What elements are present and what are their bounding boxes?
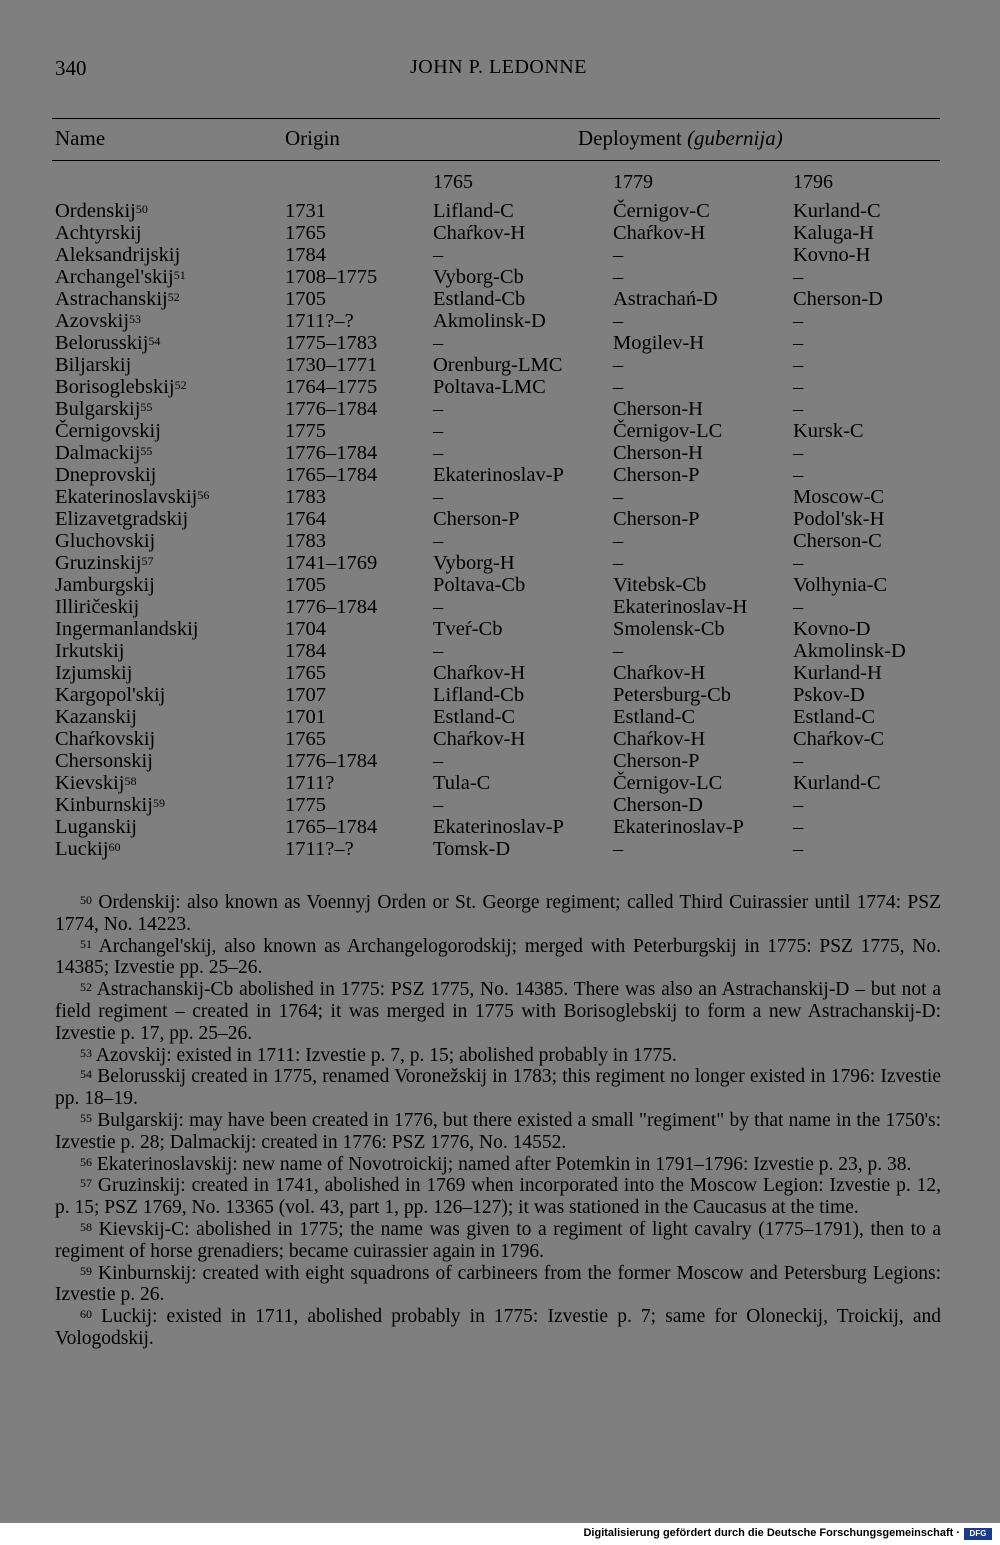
regiment-name (55, 728, 155, 750)
footnote-number: 59 (80, 1263, 92, 1278)
deployment-1796: Kurland-C (793, 772, 881, 794)
regiment-name-text: Dalmackij (55, 442, 141, 464)
regiment-name-text: Kazanskij (55, 706, 137, 728)
deployment-1779: – (613, 354, 624, 376)
table-row (0, 552, 1000, 574)
deployment-1765: Tveŕ-Cb (433, 618, 503, 640)
regiment-name-text: Luganskij (55, 816, 137, 838)
table-row (0, 794, 1000, 816)
footnote-number: 56 (80, 1154, 92, 1169)
deployment-1796: Cherson-D (793, 288, 883, 310)
regiment-name-text: Biljarskij (55, 354, 132, 376)
deployment-1765: Lifland-Cb (433, 684, 525, 706)
footnote-marker: 52 (174, 378, 187, 392)
deployment-1779: Mogilev-H (613, 332, 705, 354)
origin-year: 1765 (285, 222, 326, 244)
regiment-name (55, 398, 152, 420)
deployment-label-italic: (gubernija) (687, 126, 783, 150)
deployment-1796: – (793, 354, 804, 376)
regiment-name (55, 552, 154, 574)
table-row (0, 750, 1000, 772)
regiment-name (55, 376, 187, 398)
regiment-name (55, 706, 137, 728)
footnote-number: 54 (80, 1067, 92, 1082)
page-header (55, 50, 940, 90)
deployment-1796: – (793, 596, 804, 618)
regiment-name-text: Achtyrskij (55, 222, 142, 244)
footnote (55, 1263, 941, 1307)
deployment-1796: Podol'sk-H (793, 508, 885, 530)
deployment-1779: Chaŕkov-H (613, 662, 706, 684)
footnote-text: Kievskij-C: abolished in 1775; the name was given to a regiment of light cavalry (1775–1791), then to a regiment of horse grenadiers; became cuirassier again in 1796. (55, 1218, 942, 1262)
origin-year: 1783 (285, 486, 326, 508)
deployment-1796: – (793, 464, 804, 486)
deployment-1779: Cherson-D (613, 794, 703, 816)
regiment-name-text: Dneprovskij (55, 464, 157, 486)
deployment-1765: – (433, 398, 444, 420)
footnote-number: 51 (80, 936, 92, 951)
deployment-1765: Chaŕkov-H (433, 222, 526, 244)
footnote-marker: 58 (124, 774, 137, 788)
regiment-name-text: Bulgarskij (55, 398, 141, 420)
table-row (0, 464, 1000, 486)
deployment-label: Deployment (578, 126, 682, 150)
origin-year: 1704 (285, 618, 326, 640)
footnote-number: 60 (80, 1307, 92, 1322)
deployment-1796: Chaŕkov-C (793, 728, 885, 750)
origin-year: 1741–1769 (285, 552, 378, 574)
table-row (0, 662, 1000, 684)
regiment-name (55, 662, 132, 684)
deployment-1765: – (433, 794, 444, 816)
deployment-1779: Cherson-H (613, 398, 703, 420)
deployment-1796: – (793, 750, 804, 772)
origin-year: 1764–1775 (285, 376, 378, 398)
footnote-number: 58 (80, 1219, 92, 1234)
deployment-1796: Estland-C (793, 706, 875, 728)
deployment-1796: – (793, 794, 804, 816)
deployment-1796: – (793, 266, 804, 288)
regiment-name-text: Kargopol'skij (55, 684, 166, 706)
regiment-name-text: Azovskij (55, 310, 130, 332)
regiment-name (55, 772, 136, 794)
deployment-1765: – (433, 244, 444, 266)
table-row (0, 838, 1000, 860)
deployment-1765: Estland-C (433, 706, 515, 728)
deployment-1779: Černigov-LC (613, 420, 723, 442)
footnote-marker: 60 (108, 840, 121, 854)
year-header-1765: 1765 (433, 171, 473, 193)
footnote-text: Kinburnskij: created with eight squadrons of carbineers from the former Moscow and Petersburg Legions: Izvestie p. 26. (55, 1262, 941, 1306)
deployment-1796: Kaluga-H (793, 222, 874, 244)
footnote-text: Azovskij: existed in 1711: Izvestie p. 7, p. 15; abolished probably in 1775. (95, 1044, 677, 1066)
deployment-1765: – (433, 750, 444, 772)
table-row (0, 772, 1000, 794)
footnote-text: Ekaterinoslavskij: new name of Novotroickij; named after Potemkin in 1791–1796: Izvestie p. 23, p. 38. (96, 1153, 912, 1175)
regiment-name (55, 354, 131, 376)
regiment-name-text: Ingermanlandskij (55, 618, 199, 640)
deployment-1796: – (793, 552, 804, 574)
footnote-marker: 50 (135, 202, 148, 216)
footnote-number: 55 (80, 1110, 92, 1125)
deployment-1779: Cherson-P (613, 508, 700, 530)
deployment-1765: Poltava-Cb (433, 574, 526, 596)
origin-year: 1701 (285, 706, 326, 728)
footnote (55, 892, 941, 936)
regiment-name-text: Luckij (55, 838, 109, 860)
footnote (55, 1219, 941, 1263)
deployment-1765: Estland-Cb (433, 288, 526, 310)
deployment-1779: Ekaterinoslav-H (613, 596, 748, 618)
origin-year: 1711?–? (285, 838, 354, 860)
deployment-1796: Kovno-H (793, 244, 871, 266)
regiment-name-text: Chersonskij (55, 750, 153, 772)
regiment-name (55, 486, 209, 508)
footnote-marker: 52 (167, 290, 180, 304)
origin-year: 1765 (285, 728, 326, 750)
origin-year: 1707 (285, 684, 326, 706)
deployment-1779: Černigov-LC (613, 772, 723, 794)
origin-year: 1776–1784 (285, 442, 378, 464)
table-row (0, 486, 1000, 508)
deployment-1796: – (793, 816, 804, 838)
footnote-number: 50 (80, 893, 92, 907)
deployment-1765: Chaŕkov-H (433, 662, 526, 684)
deployment-1765: Ekaterinoslav-P (433, 464, 564, 486)
regiment-name-text: Borisoglebskij (55, 376, 175, 398)
deployment-1779: – (613, 838, 624, 860)
deployment-1779: Astrachań-D (613, 288, 718, 310)
table-row (0, 332, 1000, 354)
column-header-name: Name (55, 126, 106, 150)
regiment-name-text: Illiričeskij (55, 596, 140, 618)
regiment-name (55, 420, 161, 442)
footnote-text: Archangel'skij, also known as Archangelogorodskij; merged with Peterburgskij in 1775: PSZ 1775, No. 14385; Izvestie pp. 25–26. (55, 935, 941, 979)
deployment-1796: Akmolinsk-D (793, 640, 906, 662)
footnote-text: Gruzinskij: created in 1741, abolished in 1769 when incorporated into the Moscow Legion: Izvestie p. 12, p. 15; PSZ 1769, No. 13365 (vol. 43, part 1, pp. 126–127); it was stationed in the Caucasus at the time. (55, 1175, 941, 1219)
regiment-name-text: Izjumskij (55, 662, 133, 684)
table-row (0, 310, 1000, 332)
regiment-name (55, 816, 137, 838)
year-header-1779: 1779 (613, 171, 653, 193)
origin-year: 1784 (285, 244, 326, 266)
deployment-1779: Chaŕkov-H (613, 222, 706, 244)
deployment-1779: Černigov-C (613, 200, 710, 222)
regiment-name-text: Kinburnskij (55, 794, 153, 816)
regiment-name (55, 596, 139, 618)
table-row (0, 222, 1000, 244)
footnote-number: 57 (80, 1176, 92, 1191)
footnote-number: 53 (80, 1045, 92, 1060)
table-row (0, 244, 1000, 266)
deployment-1779: – (613, 310, 624, 332)
deployment-1779: – (613, 244, 624, 266)
regiment-name-text: Ekaterinoslavskij (55, 486, 198, 508)
deployment-1779: Smolensk-Cb (613, 618, 725, 640)
deployment-1779: – (613, 552, 624, 574)
regiment-name (55, 464, 156, 486)
deployment-1796: – (793, 398, 804, 420)
regiment-name-text: Kievskij (55, 772, 125, 794)
regiment-name-text: Elizavetgradskij (55, 508, 189, 530)
table-row (0, 508, 1000, 530)
footnote-marker: 55 (140, 400, 153, 414)
table-row (0, 354, 1000, 376)
deployment-1796: Kursk-C (793, 420, 864, 442)
origin-year: 1731 (285, 200, 326, 222)
deployment-1765: – (433, 596, 444, 618)
regiment-name-text: Gruzinskij (55, 552, 142, 574)
table-row (0, 376, 1000, 398)
deployment-1796: Moscow-C (793, 486, 885, 508)
origin-year: 1711? (285, 772, 335, 794)
table-row (0, 288, 1000, 310)
deployment-1779: – (613, 376, 624, 398)
deployment-1765: Lifland-C (433, 200, 514, 222)
footnote (55, 936, 941, 980)
origin-year: 1711?–? (285, 310, 354, 332)
regiment-name (55, 750, 153, 772)
regiment-name (55, 222, 142, 244)
origin-year: 1765–1784 (285, 464, 378, 486)
origin-year: 1705 (285, 574, 326, 596)
origin-year: 1776–1784 (285, 596, 378, 618)
table-row (0, 706, 1000, 728)
deployment-1765: Akmolinsk-D (433, 310, 546, 332)
footnote (55, 1175, 941, 1219)
deployment-1779: – (613, 640, 624, 662)
origin-year: 1783 (285, 530, 326, 552)
regiment-name (55, 618, 198, 640)
deployment-1779: Cherson-P (613, 750, 700, 772)
regiment-name (55, 794, 165, 816)
regiment-name (55, 838, 121, 860)
deployment-1779: Cherson-H (613, 442, 703, 464)
footnote-marker: 55 (140, 444, 153, 458)
origin-year: 1765 (285, 662, 326, 684)
deployment-1779: Vitebsk-Cb (613, 574, 707, 596)
origin-year: 1784 (285, 640, 326, 662)
deployment-1765: Poltava-LMC (433, 376, 546, 398)
deployment-1765: Vyborg-H (433, 552, 515, 574)
footnote-marker: 57 (141, 554, 154, 568)
deployment-1765: – (433, 530, 444, 552)
regiment-name (55, 200, 148, 222)
regiment-name-text: Aleksandrijskij (55, 244, 181, 266)
deployment-1765: Vyborg-Cb (433, 266, 524, 288)
footnote-marker: 56 (197, 488, 210, 502)
deployment-1796: – (793, 838, 804, 860)
table-row (0, 618, 1000, 640)
table-row (0, 200, 1000, 222)
table-row (0, 574, 1000, 596)
deployment-1779: – (613, 486, 624, 508)
footnote-marker: 51 (173, 268, 186, 282)
deployment-1765: – (433, 420, 444, 442)
footer-text: Digitalisierung gefördert durch die Deutsche Forschungsgemeinschaft · (583, 1527, 960, 1539)
deployment-1765: – (433, 442, 444, 464)
origin-year: 1775 (285, 420, 326, 442)
deployment-1765: – (433, 640, 444, 662)
deployment-1779: Chaŕkov-H (613, 728, 706, 750)
deployment-1796: Kurland-H (793, 662, 882, 684)
deployment-1796: Volhynia-C (793, 574, 888, 596)
footnote-text: Luckij: existed in 1711, abolished probably in 1775: Izvestie p. 7; same for Oloneckij, Troickij, and Vologodskij. (55, 1306, 941, 1349)
origin-year: 1776–1784 (285, 750, 378, 772)
table-row (0, 728, 1000, 750)
deployment-1796: – (793, 332, 804, 354)
table-row (0, 420, 1000, 442)
deployment-1796: Cherson-C (793, 530, 882, 552)
origin-year: 1705 (285, 288, 326, 310)
regiment-name-text: Belorusskij (55, 332, 149, 354)
column-header-deployment (578, 126, 783, 151)
regiment-name-text: Archangel'skij (55, 266, 174, 288)
regiment-name (55, 574, 155, 596)
deployment-1796: – (793, 376, 804, 398)
deployment-1765: Cherson-P (433, 508, 520, 530)
deployment-1765: Tula-C (433, 772, 491, 794)
footnote (55, 1045, 941, 1067)
deployment-1796: Kovno-D (793, 618, 871, 640)
footnote-text: Astrachanskij-Cb abolished in 1775: PSZ 1775, No. 14385. There was also an Astrachanskij-D – but not a field regiment – created in 1764; it was merged in 1775 with Borisoglebskij to form a new Astrachanskij-D: Izvestie p. 17, pp. 25–26. (55, 979, 941, 1044)
regiment-name (55, 684, 165, 706)
page-number: 340 (55, 56, 87, 80)
footnote (55, 1306, 941, 1350)
regiment-name (55, 530, 155, 552)
deployment-1796: – (793, 442, 804, 464)
deployment-1779: – (613, 266, 624, 288)
footnote-marker: 53 (129, 312, 142, 326)
regiment-name (55, 244, 180, 266)
table-row (0, 596, 1000, 618)
deployment-1779: Cherson-P (613, 464, 700, 486)
regiment-name-text: Astrachanskij (55, 288, 168, 310)
deployment-1765: – (433, 486, 444, 508)
deployment-1765: Orenburg-LMC (433, 354, 563, 376)
footnote (55, 979, 941, 1044)
regiment-name (55, 442, 152, 464)
regiment-name-text: Černigovskij (55, 420, 161, 442)
footnote-text: Bulgarskij: may have been created in 1776, but there existed a small "regiment" by that name in the 1750's: Izvestie p. 28; Dalmackij: created in 1776: PSZ 1776, No. 14552. (55, 1109, 941, 1153)
deployment-1796: Kurland-C (793, 200, 881, 222)
origin-year: 1775–1783 (285, 332, 378, 354)
table-header-rule (52, 160, 940, 161)
regiment-name-text: Irkutskij (55, 640, 125, 662)
deployment-1765: – (433, 332, 444, 354)
regiment-name (55, 266, 186, 288)
deployment-1765: Tomsk-D (433, 838, 511, 860)
regiment-name-text: Jamburgskij (55, 574, 155, 596)
regiment-name-text: Ordenskij (55, 200, 136, 222)
footnote-number: 52 (80, 980, 92, 995)
footnote-marker: 59 (152, 796, 165, 810)
table-top-rule (52, 118, 940, 119)
footnote-text: Ordenskij: also known as Voennyj Orden or St. George regiment; called Third Cuirassier until 1774: PSZ 1774, No. 14223. (55, 892, 941, 935)
origin-year: 1730–1771 (285, 354, 378, 376)
table-row (0, 640, 1000, 662)
deployment-1796: – (793, 310, 804, 332)
regiment-name (55, 640, 124, 662)
deployment-1796: Pskov-D (793, 684, 865, 706)
deployment-1779: Estland-C (613, 706, 695, 728)
regiment-name-text: Chaŕkovskij (55, 728, 156, 750)
origin-year: 1765–1784 (285, 816, 378, 838)
year-header-1796: 1796 (793, 171, 833, 193)
table-row (0, 684, 1000, 706)
digitization-footer (0, 1523, 1000, 1545)
deployment-1765: Chaŕkov-H (433, 728, 526, 750)
regiment-table-body (0, 200, 1000, 860)
column-header-origin: Origin (285, 126, 340, 150)
table-row (0, 816, 1000, 838)
regiment-name-text: Gluchovskij (55, 530, 156, 552)
footnote (55, 1110, 941, 1154)
regiment-name (55, 332, 160, 354)
regiment-name (55, 288, 180, 310)
footnote-text: Belorusskij created in 1775, renamed Voronežskij in 1783; this regiment no longer existed in 1796: Izvestie pp. 18–19. (55, 1066, 941, 1110)
dfg-logo: DFG (964, 1528, 992, 1540)
table-row (0, 398, 1000, 420)
origin-year: 1764 (285, 508, 326, 530)
deployment-1779: Ekaterinoslav-P (613, 816, 744, 838)
origin-year: 1776–1784 (285, 398, 378, 420)
footnote (55, 1066, 941, 1110)
running-head: JOHN P. LEDONNE (410, 56, 587, 78)
deployment-1765: Ekaterinoslav-P (433, 816, 564, 838)
regiment-name (55, 310, 141, 332)
origin-year: 1775 (285, 794, 326, 816)
deployment-1779: Petersburg-Cb (613, 684, 732, 706)
footnotes (55, 892, 941, 1350)
footnote (55, 1154, 941, 1176)
origin-year: 1708–1775 (285, 266, 378, 288)
table-row (0, 266, 1000, 288)
footnote-marker: 54 (148, 334, 161, 348)
table-row (0, 530, 1000, 552)
table-row (0, 442, 1000, 464)
regiment-name (55, 508, 188, 530)
deployment-1779: – (613, 530, 624, 552)
